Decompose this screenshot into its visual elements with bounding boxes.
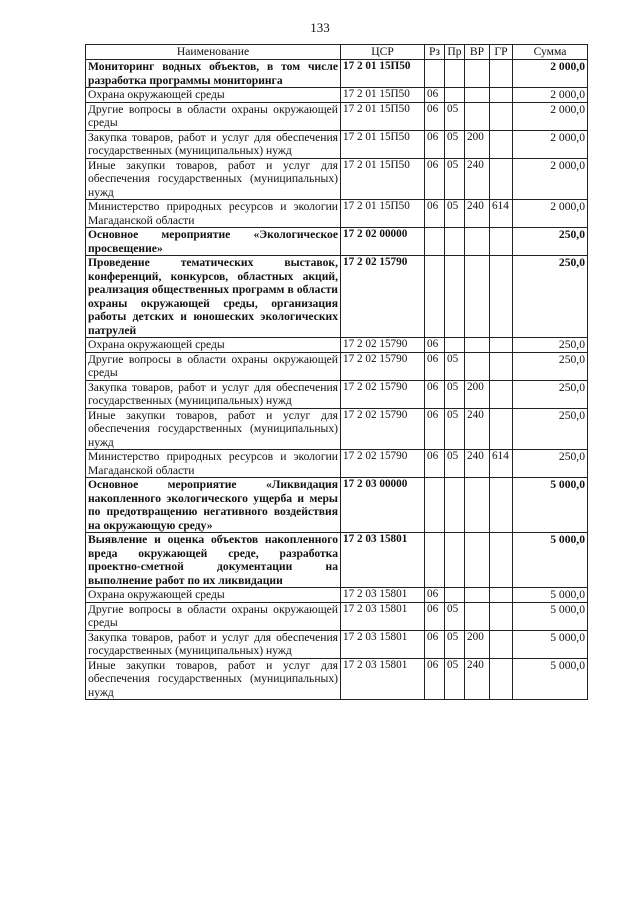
cell-name: Выявление и оценка объектов накопленного вреда окружающей среде, разработка проектно-сметной документации на выполнение работ по их ликвидации	[86, 533, 341, 588]
cell-pr	[445, 533, 465, 588]
cell-csr: 17 2 03 15801	[341, 588, 425, 603]
cell-name: Закупка товаров, работ и услуг для обеспечения государственных (муниципальных) нужд	[86, 630, 341, 658]
cell-gr	[490, 338, 513, 353]
cell-vr	[465, 88, 490, 103]
cell-vr: 200	[465, 380, 490, 408]
cell-rz: 06	[425, 88, 445, 103]
cell-csr: 17 2 03 15801	[341, 602, 425, 630]
cell-csr: 17 2 01 15П50	[341, 158, 425, 200]
cell-csr: 17 2 03 15801	[341, 630, 425, 658]
cell-pr: 05	[445, 102, 465, 130]
cell-gr	[490, 158, 513, 200]
cell-vr	[465, 228, 490, 256]
cell-vr: 240	[465, 658, 490, 700]
cell-rz: 06	[425, 200, 445, 228]
cell-gr	[490, 60, 513, 88]
cell-gr	[490, 380, 513, 408]
cell-rz: 06	[425, 408, 445, 450]
cell-gr	[490, 228, 513, 256]
cell-sum: 250,0	[513, 338, 588, 353]
cell-csr: 17 2 02 15790	[341, 380, 425, 408]
cell-pr: 05	[445, 658, 465, 700]
header-gr: ГР	[490, 45, 513, 60]
cell-sum: 2 000,0	[513, 102, 588, 130]
cell-sum: 5 000,0	[513, 630, 588, 658]
cell-csr: 17 2 02 15790	[341, 352, 425, 380]
cell-rz	[425, 478, 445, 533]
cell-sum: 2 000,0	[513, 200, 588, 228]
cell-csr: 17 2 03 15801	[341, 533, 425, 588]
header-row	[86, 45, 588, 60]
cell-pr: 05	[445, 380, 465, 408]
cell-csr: 17 2 01 15П50	[341, 200, 425, 228]
cell-rz: 06	[425, 158, 445, 200]
table-row	[86, 658, 588, 700]
cell-name: Основное мероприятие «Ликвидация накопленного экологического ущерба и меры по предотвращению негативного воздействия на окружающую среду»	[86, 478, 341, 533]
cell-sum: 5 000,0	[513, 602, 588, 630]
table-row	[86, 352, 588, 380]
cell-gr	[490, 588, 513, 603]
table-row	[86, 630, 588, 658]
cell-sum: 250,0	[513, 450, 588, 478]
cell-sum: 250,0	[513, 228, 588, 256]
cell-sum: 2 000,0	[513, 88, 588, 103]
cell-gr	[490, 88, 513, 103]
table-row	[86, 380, 588, 408]
page-number: 133	[310, 20, 330, 35]
table-row	[86, 102, 588, 130]
cell-pr	[445, 88, 465, 103]
cell-pr: 05	[445, 200, 465, 228]
table-row	[86, 533, 588, 588]
cell-gr	[490, 658, 513, 700]
cell-name: Другие вопросы в области охраны окружающей среды	[86, 352, 341, 380]
cell-rz	[425, 228, 445, 256]
cell-name: Охрана окружающей среды	[86, 338, 341, 353]
cell-gr	[490, 102, 513, 130]
cell-sum: 5 000,0	[513, 533, 588, 588]
cell-pr: 05	[445, 602, 465, 630]
cell-csr: 17 2 01 15П50	[341, 60, 425, 88]
cell-rz	[425, 60, 445, 88]
cell-sum: 250,0	[513, 408, 588, 450]
cell-gr	[490, 478, 513, 533]
cell-name: Мониторинг водных объектов, в том числе разработка программы мониторинга	[86, 60, 341, 88]
header-pr: Пр	[445, 45, 465, 60]
cell-csr: 17 2 02 15790	[341, 256, 425, 338]
header-sum: Сумма	[513, 45, 588, 60]
cell-name: Иные закупки товаров, работ и услуг для обеспечения государственных (муниципальных) нужд	[86, 158, 341, 200]
cell-pr: 05	[445, 630, 465, 658]
cell-rz: 06	[425, 588, 445, 603]
cell-rz: 06	[425, 602, 445, 630]
cell-csr: 17 2 03 00000	[341, 478, 425, 533]
cell-name: Другие вопросы в области охраны окружающей среды	[86, 102, 341, 130]
cell-rz: 06	[425, 338, 445, 353]
cell-vr: 200	[465, 630, 490, 658]
cell-vr: 240	[465, 158, 490, 200]
header-vr: ВР	[465, 45, 490, 60]
cell-rz: 06	[425, 102, 445, 130]
header-csr: ЦСР	[341, 45, 425, 60]
cell-gr	[490, 602, 513, 630]
cell-vr: 240	[465, 200, 490, 228]
cell-sum: 250,0	[513, 256, 588, 338]
cell-csr: 17 2 03 15801	[341, 658, 425, 700]
cell-rz	[425, 533, 445, 588]
table-row	[86, 450, 588, 478]
cell-rz: 06	[425, 130, 445, 158]
cell-csr: 17 2 02 15790	[341, 408, 425, 450]
cell-name: Закупка товаров, работ и услуг для обеспечения государственных (муниципальных) нужд	[86, 380, 341, 408]
table-row	[86, 588, 588, 603]
cell-gr	[490, 352, 513, 380]
header-name: Наименование	[86, 45, 341, 60]
table-row	[86, 338, 588, 353]
cell-pr	[445, 256, 465, 338]
cell-csr: 17 2 02 15790	[341, 450, 425, 478]
cell-csr: 17 2 01 15П50	[341, 88, 425, 103]
cell-vr	[465, 338, 490, 353]
cell-vr	[465, 478, 490, 533]
cell-sum: 2 000,0	[513, 60, 588, 88]
cell-rz	[425, 256, 445, 338]
table-row	[86, 158, 588, 200]
cell-pr	[445, 228, 465, 256]
cell-rz: 06	[425, 658, 445, 700]
cell-vr	[465, 352, 490, 380]
cell-vr: 200	[465, 130, 490, 158]
table-row	[86, 256, 588, 338]
table-row	[86, 602, 588, 630]
cell-pr: 05	[445, 450, 465, 478]
cell-vr	[465, 588, 490, 603]
table-row	[86, 130, 588, 158]
cell-vr: 240	[465, 408, 490, 450]
cell-pr: 05	[445, 352, 465, 380]
cell-pr: 05	[445, 158, 465, 200]
cell-vr	[465, 102, 490, 130]
cell-sum: 2 000,0	[513, 158, 588, 200]
table-row	[86, 408, 588, 450]
cell-name: Проведение тематических выставок, конференций, конкурсов, областных акций, реализация общественных программ в области охраны окружающей среды, организация работы детских и юношеских экологических патрулей	[86, 256, 341, 338]
cell-rz: 06	[425, 450, 445, 478]
cell-csr: 17 2 01 15П50	[341, 130, 425, 158]
cell-gr	[490, 130, 513, 158]
budget-table	[85, 44, 588, 700]
cell-pr	[445, 338, 465, 353]
cell-pr	[445, 478, 465, 533]
cell-sum: 250,0	[513, 380, 588, 408]
cell-name: Охрана окружающей среды	[86, 88, 341, 103]
cell-csr: 17 2 02 00000	[341, 228, 425, 256]
cell-rz: 06	[425, 380, 445, 408]
cell-name: Иные закупки товаров, работ и услуг для обеспечения государственных (муниципальных) нужд	[86, 658, 341, 700]
cell-gr	[490, 630, 513, 658]
cell-sum: 5 000,0	[513, 658, 588, 700]
cell-name: Закупка товаров, работ и услуг для обеспечения государственных (муниципальных) нужд	[86, 130, 341, 158]
header-rz: Рз	[425, 45, 445, 60]
cell-gr: 614	[490, 450, 513, 478]
cell-gr	[490, 256, 513, 338]
cell-pr: 05	[445, 408, 465, 450]
table-row	[86, 478, 588, 533]
cell-name: Другие вопросы в области охраны окружающей среды	[86, 602, 341, 630]
cell-vr	[465, 533, 490, 588]
table-body	[86, 60, 588, 700]
cell-pr: 05	[445, 130, 465, 158]
cell-vr	[465, 256, 490, 338]
cell-vr	[465, 602, 490, 630]
table-row	[86, 60, 588, 88]
cell-name: Охрана окружающей среды	[86, 588, 341, 603]
cell-vr: 240	[465, 450, 490, 478]
cell-name: Иные закупки товаров, работ и услуг для обеспечения государственных (муниципальных) нужд	[86, 408, 341, 450]
cell-sum: 5 000,0	[513, 588, 588, 603]
cell-csr: 17 2 02 15790	[341, 338, 425, 353]
cell-name: Министерство природных ресурсов и экологии Магаданской области	[86, 450, 341, 478]
table-row	[86, 228, 588, 256]
cell-gr	[490, 533, 513, 588]
cell-vr	[465, 60, 490, 88]
cell-gr	[490, 408, 513, 450]
cell-gr: 614	[490, 200, 513, 228]
cell-csr: 17 2 01 15П50	[341, 102, 425, 130]
cell-sum: 250,0	[513, 352, 588, 380]
cell-sum: 2 000,0	[513, 130, 588, 158]
cell-rz: 06	[425, 630, 445, 658]
cell-sum: 5 000,0	[513, 478, 588, 533]
cell-name: Министерство природных ресурсов и экологии Магаданской области	[86, 200, 341, 228]
table-row	[86, 200, 588, 228]
table-row	[86, 88, 588, 103]
cell-rz: 06	[425, 352, 445, 380]
cell-pr	[445, 60, 465, 88]
cell-pr	[445, 588, 465, 603]
cell-name: Основное мероприятие «Экологическое просвещение»	[86, 228, 341, 256]
